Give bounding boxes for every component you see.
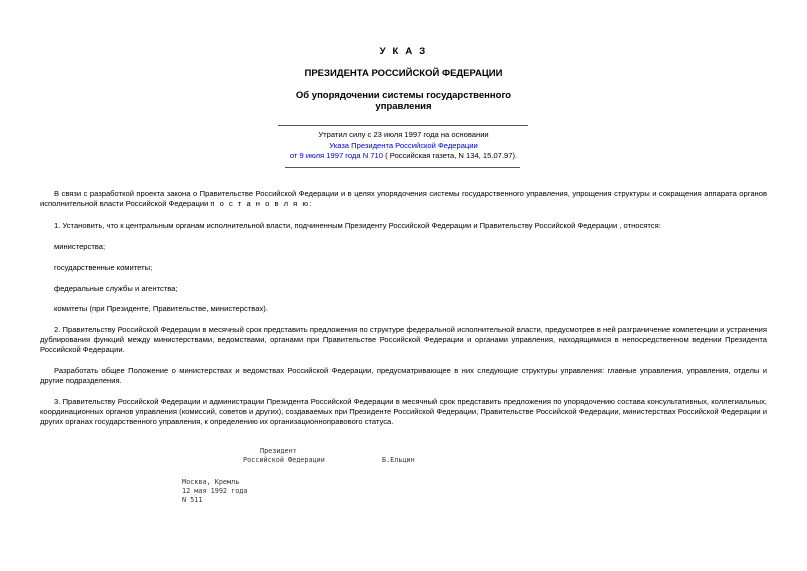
repeal-note-line-1: Утратил силу с 23 июля 1997 года на основании	[318, 130, 489, 139]
signature-title-line-1: Президент	[260, 447, 297, 455]
clause-1-item-federal-services: федеральные службы и агентства;	[54, 284, 178, 293]
subject-line-2: управления	[375, 101, 432, 112]
document-subject	[0, 90, 807, 112]
signing-place: Москва, Кремль	[182, 478, 240, 486]
subject-line-1: Об упорядочении системы государственного	[295, 90, 512, 101]
preamble-text: В связи с разработкой проекта закона о Правительстве Российской Федерации и в целях упорядочения системы государственного управления, упрощения структуры и сокращения аппарата органов исполнительной власти Российской Федерации	[40, 189, 767, 208]
divider-top	[278, 125, 528, 126]
clause-1-paragraph: 1. Установить, что к центральным органам исполнительной власти, подчиненным Президенту Российской Федерации и Правительству Российской Федерации , относятся:	[54, 221, 661, 230]
repeal-decree-link[interactable]: Указа Президента Российской Федерации	[329, 140, 478, 150]
clause-3-paragraph: 3. Правительству Российской Федерации и администрации Президента Российской Федерации в месячный срок представить предложения по упорядочению состава консультативных, коллегиальных, координационных органов управления (комиссий, советов и других), создаваемых при Президенте Российской Федерации, Правительстве Российской Федерации, министерствах Российской Федерации и других органах государственного управления, к определению их организационноправового статуса.	[40, 397, 767, 426]
clause-1-item-state-committees: государственные комитеты;	[54, 263, 153, 272]
repeal-decree-date-link[interactable]: от 9 июля 1997 года N 710	[289, 151, 383, 160]
document-title: У К А З	[379, 46, 428, 57]
clause-2-paragraph: 2. Правительству Российской Федерации в месячный срок представить предложения по структуре федеральной исполнительной власти, предусмотрев в ней разграничение компетенции и устранения дублирования функций между министерствами, ведомствами, органами при Правительстве Российской Федерации и органами управления, находящимися в непосредственном ведении Президента Российской Федерации.	[40, 325, 767, 354]
signing-date: 12 мая 1992 года	[182, 487, 248, 495]
repeal-note	[0, 130, 807, 162]
clause-1-item-committees: комитеты (при Президенте, Правительстве, министерствах).	[54, 304, 268, 313]
preamble-paragraph	[40, 189, 767, 209]
signature-title-line-2: Российской Федерации	[243, 456, 325, 464]
decree-number: N 511	[182, 496, 203, 504]
clause-2-extra-paragraph: Разработать общее Положение о министерствах и ведомствах Российской Федерации, предусматривающее в них следующие структуры управления: главные управления, управления, отделы и другие подразделения.	[40, 366, 767, 385]
divider-bottom	[285, 167, 520, 168]
repeal-source: ( Российская газета, N 134, 15.07.97).	[382, 151, 518, 160]
decree-word: п о с т а н о в л я ю:	[210, 199, 314, 208]
document-issuer: ПРЕЗИДЕНТА РОССИЙСКОЙ ФЕДЕРАЦИИ	[304, 68, 503, 79]
signature-name: Б.Ельцин	[382, 456, 415, 464]
clause-1-item-ministries: министерства;	[54, 242, 106, 251]
